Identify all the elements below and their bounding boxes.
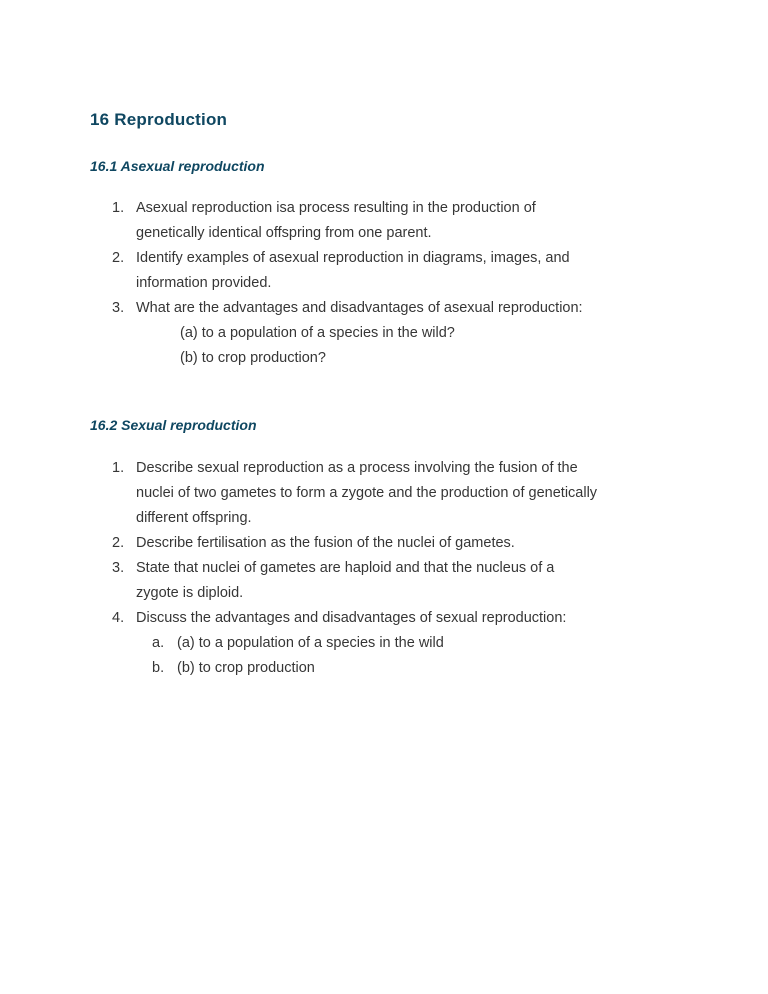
text-line: different offspring. bbox=[136, 510, 252, 526]
list-item bbox=[90, 531, 682, 556]
list-marker: 4. bbox=[112, 610, 125, 626]
sub-list-text: (b) to crop production bbox=[177, 660, 315, 676]
text-line: What are the advantages and disadvantages of asexual reproduction: bbox=[136, 300, 583, 316]
text-line: Describe sexual reproduction as a process involving the fusion of the bbox=[136, 460, 578, 476]
sub-list-marker: b. bbox=[152, 660, 165, 676]
list-item bbox=[90, 196, 682, 246]
sub-list-marker: a. bbox=[152, 635, 165, 651]
sub-line-a: (a) to a population of a species in the wild? bbox=[180, 325, 455, 341]
list-item-text bbox=[136, 296, 682, 371]
list-marker: 1. bbox=[112, 460, 125, 476]
list-item bbox=[90, 246, 682, 296]
sub-list-item-a bbox=[136, 631, 682, 656]
list-item-text bbox=[136, 531, 682, 556]
text-line: genetically identical offspring from one parent. bbox=[136, 225, 432, 241]
text-line: zygote is diploid. bbox=[136, 585, 244, 601]
list-marker: 2. bbox=[112, 535, 125, 551]
list-item-text bbox=[136, 556, 682, 606]
sub-line-b: (b) to crop production? bbox=[180, 350, 326, 366]
list-item-text bbox=[136, 606, 682, 681]
text-line: Identify examples of asexual reproduction in diagrams, images, and bbox=[136, 250, 570, 266]
section-heading-16-2: 16.2 Sexual reproduction bbox=[90, 417, 257, 433]
section-heading-16-1: 16.1 Asexual reproduction bbox=[90, 158, 265, 174]
list-marker: 2. bbox=[112, 250, 125, 266]
text-line: information provided. bbox=[136, 275, 272, 291]
list-item bbox=[90, 556, 682, 606]
list-item bbox=[90, 606, 682, 681]
text-line: Discuss the advantages and disadvantages of sexual reproduction: bbox=[136, 610, 567, 626]
list-item-text bbox=[136, 246, 682, 296]
sub-list-text: (a) to a population of a species in the wild bbox=[177, 635, 444, 651]
sexual-objectives-list bbox=[90, 456, 682, 681]
list-item bbox=[90, 296, 682, 371]
text-line: nuclei of two gametes to form a zygote and the production of genetically bbox=[136, 485, 598, 501]
list-item-text bbox=[136, 196, 682, 246]
list-marker: 3. bbox=[112, 560, 125, 576]
list-marker: 1. bbox=[112, 200, 125, 216]
list-item bbox=[90, 456, 682, 531]
sub-list-item-b bbox=[136, 656, 682, 681]
text-line: Describe fertilisation as the fusion of the nuclei of gametes. bbox=[136, 535, 515, 551]
document-content bbox=[0, 110, 768, 681]
chapter-heading: 16 Reproduction bbox=[90, 110, 228, 129]
asexual-objectives-list bbox=[90, 196, 682, 371]
list-item-text bbox=[136, 456, 682, 531]
text-line: Asexual reproduction isa process resulting in the production of bbox=[136, 200, 536, 216]
text-line: State that nuclei of gametes are haploid and that the nucleus of a bbox=[136, 560, 555, 576]
list-marker: 3. bbox=[112, 300, 125, 316]
